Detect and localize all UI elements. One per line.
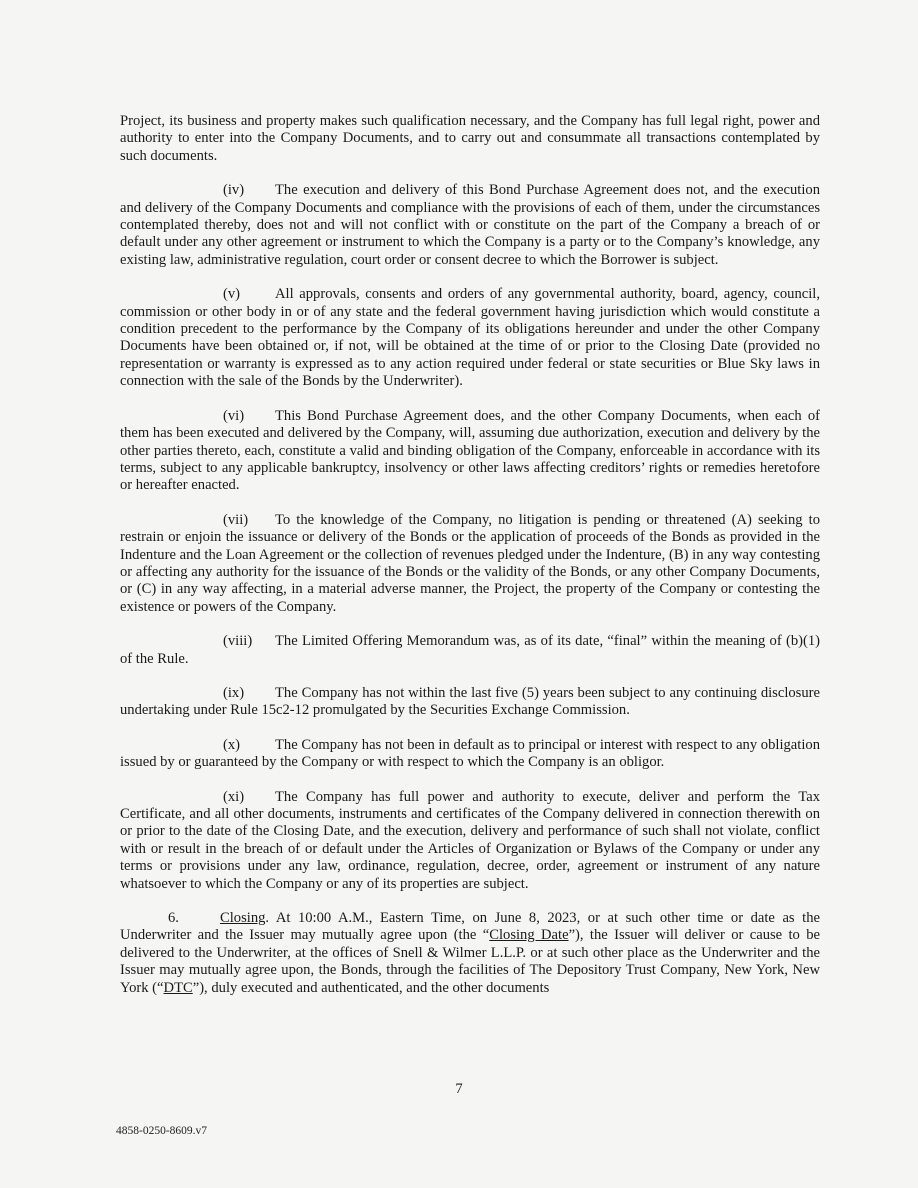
item-text: The execution and delivery of this Bond Purchase Agreement does not, and the execution and delivery of the Company Documents and compliance with the provisions of each of them, under the circumstances contemplated thereby, does not and will not conflict with or constitute on the part of the Company a breach of or default under any other agreement or instrument to which the Company is a party or to the Company’s knowledge, any existing law, administrative regulation, court order or consent decree to which the Borrower is subject. [120, 182, 820, 268]
item-text: This Bond Purchase Agreement does, and the other Company Documents, when each of them has been executed and delivered by the Company, will, assuming due authorization, execution and delivery by the other parties thereto, each, constitute a valid and binding obligation of the Company, enforceable in accordance with its terms, subject to any applicable bankruptcy, insolvency or other laws affecting creditors’ rights or remedies heretofore or hereafter enacted. [120, 407, 820, 494]
defined-term-dtc: DTC [163, 979, 193, 996]
item-v [120, 286, 820, 390]
item-text: The Limited Offering Memorandum was, as of its date, “final” within the meaning of (b)(1) of the Rule. [120, 633, 820, 667]
closing-text-part-3: ”), duly executed and authenticated, and the other documents [192, 979, 550, 996]
item-number: (vi) [223, 407, 245, 424]
item-number: (viii) [223, 633, 253, 650]
item-text: The Company has full power and authority to execute, deliver and perform the Tax Certificate, and all other documents, instruments and certificates of the Company delivered in connection therewith on or prior to the date of the Closing Date, and the execution, delivery and performance of such shall not violate, conflict with or result in the breach of or default under the Articles of Organization or Bylaws of the Company or under any terms or provisions under any law, ordinance, regulation, decree, order, agreement or instrument of any nature whatsoever to which the Company or any of its properties are subject. [120, 788, 820, 892]
section-heading: Closing [220, 910, 266, 927]
item-text: The Company has not within the last five (5) years been subject to any continuing disclosure undertaking under Rule 15c2-12 promulgated by the Securities Exchange Commission. [120, 684, 820, 719]
item-number: (xi) [223, 788, 245, 805]
document-body [120, 113, 820, 997]
item-x [120, 737, 820, 772]
closing-text-part-2: ”), the Issuer will deliver or cause to be delivered to the Underwriter, at the offices of Snell & Wilmer L.L.P. or at such other place as the Underwriter and the Issuer may mutually agree upon, the Bonds, through the facilities of The Depository Trust Company, New York, New York (“ [120, 927, 820, 996]
continuation-text: Project, its business and property makes such qualification necessary, and the Company has full legal right, power and authority to enter into the Company Documents, and to carry out and consummate all transactions contemplated by such documents. [120, 113, 820, 164]
item-number: (x) [223, 736, 241, 753]
document-id: 4858-0250-8609.v7 [116, 1125, 208, 1137]
section-number: 6. [168, 910, 179, 927]
item-iv [120, 182, 820, 269]
item-vii [120, 512, 820, 616]
item-text: To the knowledge of the Company, no litigation is pending or threatened (A) seeking to restrain or enjoin the issuance or delivery of the Bonds or the application of proceeds of the Bonds as provided in the Indenture and the Loan Agreement or the collection of revenues pledged under the Indenture, (B) in any way contesting or affecting any authority for the issuance of the Bonds or the validity of the Bonds, or any other Company Documents, or (C) in any way affecting, in a material adverse manner, the Project, the property of the Company or contesting the existence or powers of the Company. [120, 511, 820, 615]
page-number: 7 [455, 1081, 463, 1097]
item-ix [120, 685, 820, 720]
closing-section [120, 910, 820, 997]
item-text: All approvals, consents and orders of any governmental authority, board, agency, council, commission or other body in or of any state and the federal government having jurisdiction which would constitute a condition precedent to the performance by the Company of its obligations hereunder and under the other Company Documents have been obtained or, if not, will be obtained at the time of or prior to the Closing Date (provided no representation or warranty is expressed as to any action required under federal or state securities or Blue Sky laws in connection with the sale of the Bonds by the Underwriter). [120, 286, 820, 390]
item-number: (vii) [223, 511, 249, 528]
section-heading-period: . [265, 910, 270, 927]
item-number: (v) [223, 286, 241, 303]
item-text: The Company has not been in default as to principal or interest with respect to any obligation issued by or guaranteed by the Company or with respect to which the Company is an obligor. [120, 736, 820, 771]
item-viii [120, 633, 820, 668]
item-vi [120, 408, 820, 495]
item-number: (ix) [223, 684, 245, 701]
continuation-paragraph [120, 113, 820, 165]
item-xi [120, 789, 820, 893]
closing-text-part-1: At 10:00 A.M., Eastern Time, on June 8, 2023, or at such other time or date as the Underwriter and the Issuer may mutually agree upon (the “ [120, 910, 820, 944]
defined-term-closing-date: Closing Date [489, 927, 569, 944]
item-number: (iv) [223, 182, 245, 199]
